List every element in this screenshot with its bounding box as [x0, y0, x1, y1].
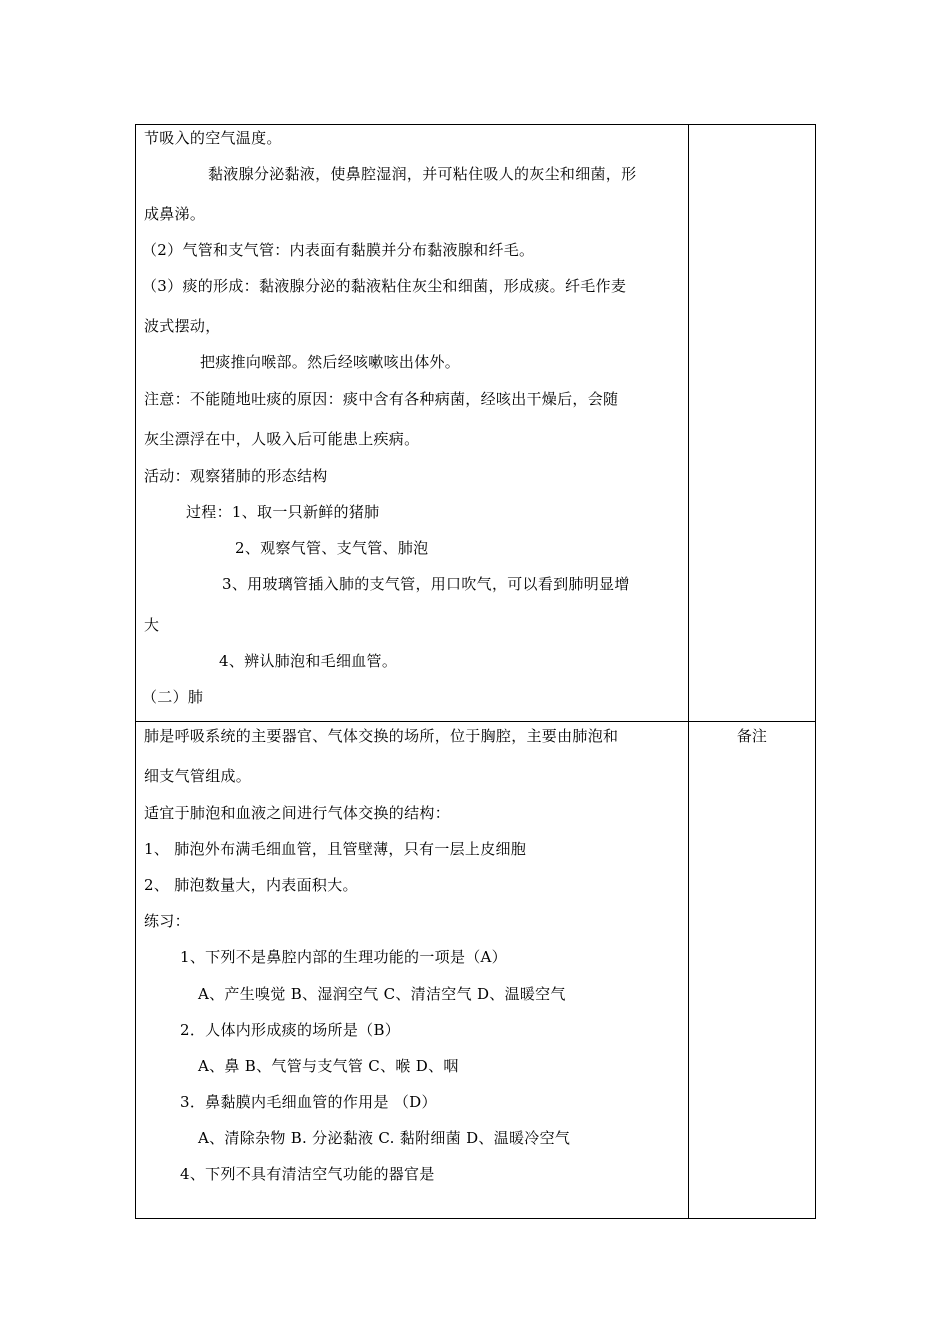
text-line: （2）气管和支气管：内表面有黏膜并分布黏液腺和纤毛。 [142, 241, 535, 259]
text-line: 灰尘漂浮在中，人吸入后可能患上疾病。 [144, 430, 420, 448]
text-line: （3）痰的形成：黏液腺分泌的黏液粘住灰尘和细菌，形成痰。纤毛作麦 [142, 277, 627, 295]
text-line: 1、下列不是鼻腔内部的生理功能的一项是（A） [180, 948, 507, 966]
text-line: 3、用玻璃管插入肺的支气管，用口吹气，可以看到肺明显增 [222, 575, 630, 593]
text-line: A、产生嗅觉 B、湿润空气 C、清洁空气 D、温暖空气 [198, 985, 566, 1003]
table-row [136, 722, 816, 1219]
text-line: 大 [144, 616, 160, 634]
text-line: 2、 肺泡数量大，内表面积大。 [144, 876, 358, 894]
text-line: 肺是呼吸系统的主要器官、气体交换的场所，位于胸腔，主要由肺泡和 [144, 727, 619, 745]
text-line: 细支气管组成。 [144, 767, 252, 785]
text-line: 黏液腺分泌黏液，使鼻腔湿润，并可粘住吸人的灰尘和细菌，形 [208, 165, 637, 183]
content-cell [136, 722, 689, 1219]
text-line: 3．鼻黏膜内毛细血管的作用是 （D） [180, 1093, 437, 1111]
content-cell [136, 125, 689, 722]
text-line: A、清除杂物 B. 分泌黏液 C. 黏附细菌 D、温暖冷空气 [198, 1129, 571, 1147]
text-line: 1、 肺泡外布满毛细血管，且管壁薄，只有一层上皮细胞 [144, 840, 527, 858]
text-line: 2．人体内形成痰的场所是（B） [180, 1021, 401, 1039]
text-line: 2、观察气管、支气管、肺泡 [235, 539, 429, 557]
text-line: 活动：观察猪肺的形态结构 [144, 467, 328, 485]
remarks-cell [688, 722, 815, 1219]
text-line: 4、辨认肺泡和毛细血管。 [219, 652, 398, 670]
text-line: 注意：不能随地吐痰的原因：痰中含有各种病菌，经咳出干燥后，会随 [144, 390, 619, 408]
text-line: 练习： [144, 912, 190, 930]
table-row [136, 125, 816, 722]
text-line: 波式摆动， [144, 317, 221, 335]
text-line: 节吸入的空气温度。 [144, 129, 282, 147]
text-line: 把痰推向喉部。然后经咳嗽咳出体外。 [200, 353, 461, 371]
remarks-cell [688, 125, 815, 722]
text-line: 过程：1、取一只新鲜的猪肺 [186, 503, 380, 521]
remarks-label: 备注 [736, 727, 767, 745]
text-line: （二）肺 [142, 688, 204, 706]
lesson-table [135, 124, 816, 1219]
text-line: A、鼻 B、气管与支气管 C、喉 D、咽 [198, 1057, 459, 1075]
text-line: 4、下列不具有清洁空气功能的器官是 [180, 1165, 435, 1183]
text-line: 成鼻涕。 [144, 205, 206, 223]
text-line: 适宜于肺泡和血液之间进行气体交换的结构： [144, 804, 451, 822]
